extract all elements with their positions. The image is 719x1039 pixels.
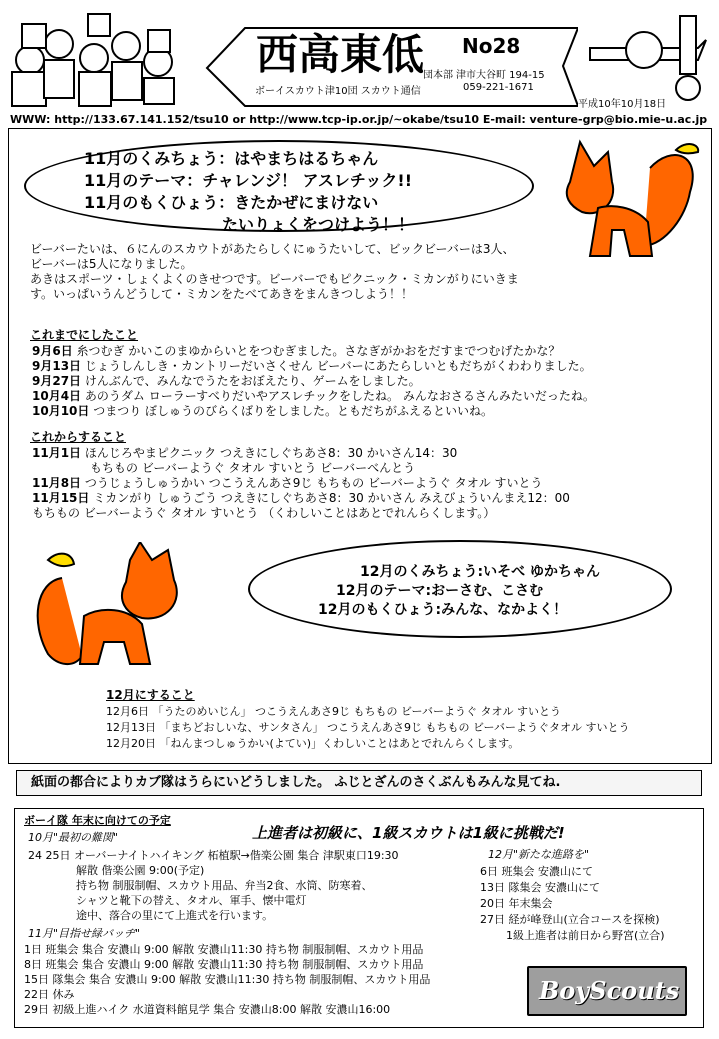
november-list <box>24 942 494 1017</box>
dec-boy-line-5: 1級上進者は前日から野宮(立合) <box>506 929 665 942</box>
issue-date: 平成10年10月18日 <box>578 99 667 110</box>
december-boy-list <box>480 864 700 944</box>
nov-goal-1: 11月のもくひょう：きたかぜにまけない <box>84 193 379 212</box>
nov-line-1: 1日 班集会 集合 安濃山 9:00 解散 安濃山11:30 持ち物 制服制帽、スカウト用品 <box>24 943 424 956</box>
web-contact: WWW: http://133.67.141.152/tsu10 or http://www.tcp-ip.or.jp/~okabe/tsu10 E-mail: venture-grp@bio.mie-u.ac.jp <box>10 113 708 126</box>
past-item-4: 10月4日 あのうダム ローラーすべりだいやアスレチックをしたね。 みんなおさるさんみたいだったね。 <box>32 389 595 403</box>
phone: 059-221-1671 <box>463 82 534 93</box>
subtitle: ボーイスカウト津10団 スカウト通信 <box>255 86 421 97</box>
intro-text <box>30 242 650 302</box>
airplane-illustration <box>586 6 716 104</box>
nov-line-4: 22日 休み <box>24 988 75 1001</box>
november-heading: 11月"目指せ緑バッヂ" <box>28 927 141 940</box>
intro-line-4: す。いっぱいうんどうして・ミカンをたべてあきをまんきつしよう！！ <box>30 287 414 301</box>
intro-line-1: ビーバーたいは、６にんのスカウトがあたらしくにゅうたいして、ビックビーバーは3人、 <box>30 242 515 256</box>
october-heading: 10月"最初の難関" <box>28 831 119 844</box>
org-address: 津市大谷町 194-15 <box>456 70 545 81</box>
org-label: 団本部 <box>423 70 453 81</box>
boyscouts-logo-text: BoyScouts <box>539 976 680 1005</box>
october-list <box>28 848 478 923</box>
future-line-3: 11月8日 つうじょうしゅうかい つこうえんあさ9じ もちもの ビーバーようぐ タオル すいとう <box>32 476 543 490</box>
nov-line-5: 29日 初級上進ハイク 水道資料館見学 集合 安濃山8:00 解散 安濃山16:00 <box>24 1003 391 1016</box>
december-line-1: 12月6日 「うたのめいじん」 つこうえんあさ9じ もちもの ビーバーようぐ タオル すいとう <box>106 705 561 718</box>
cloud-december-text <box>318 563 600 620</box>
issue-number: No28 <box>462 34 521 58</box>
future-line-4: 11月15日 ミカンがり しゅうごう つえきにしぐちあさ8：30 かいさん みえびょういんまえ12：00 <box>32 491 570 505</box>
dec-boy-line-2: 13日 隊集会 安濃山にて <box>480 881 600 894</box>
dec-leader: 12月のくみちょう:いそべ ゆかちゃん <box>360 564 600 580</box>
fox-bottom <box>18 542 218 678</box>
cloud-november-text <box>84 148 414 236</box>
nov-theme: 11月のテーマ：チャレンジ！ アスレチック!! <box>84 171 413 190</box>
nov-goal-2: たいりょくをつけよう！！ <box>222 215 415 234</box>
boy-slogan: 上進者は初級に、1級スカウトは1級に挑戦だ! <box>252 824 565 842</box>
december-boy-heading: 12月"新たな進路を" <box>488 848 590 861</box>
boyscouts-logo <box>527 966 687 1016</box>
future-line-2: もちもの ビーバーようぐ タオル すいとう ビーバーべんとう <box>90 461 416 475</box>
nov-line-3: 15日 隊集会 集合 安濃山 9:00 解散 安濃山11:30 持ち物 制服制帽、スカウト用品 <box>24 973 431 986</box>
oct-line-2: 解散 偕楽公園 9:00(予定) <box>76 864 205 877</box>
dec-goal: 12月のもくひょう:みんな、なかよく！ <box>318 602 568 618</box>
nov-leader: 11月のくみちょう：はやまちはるちゃん <box>84 149 379 168</box>
dec-boy-line-1: 6日 班集会 安濃山にて <box>480 865 593 878</box>
past-item-3: 9月27日 けんぶんで、みんなでうたをおぼえたり、ゲームをしました。 <box>32 374 421 388</box>
oct-line-5: 途中、落合の里にて上進式を行います。 <box>76 909 274 922</box>
oct-line-4: シャツと靴下の替え、タオル、軍手、懐中電灯 <box>76 894 307 907</box>
past-item-1: 9月6日 糸つむぎ かいこのまゆからいとをつむぎました。さなぎがかおをだすまでつむげたかな？ <box>32 344 561 358</box>
nov-line-2: 8日 班集会 集合 安濃山 9:00 解散 安濃山11:30 持ち物 制服制帽、スカウト用品 <box>24 958 424 971</box>
past-item-2: 9月13日 じょうしんしき・カントリーだいさくせん ビーバーにあたらしいともだちがくわわりました。 <box>32 359 592 373</box>
future-line-5: もちもの ビーバーようぐ タオル すいとう （くわしいことはあとでれんらくします。） <box>32 506 496 520</box>
notice-bar: 紙面の都合によりカブ隊はうらにいどうしました。 ふじとざんのさくぶんもみんな見てね. <box>16 770 702 796</box>
header-kids-illustration <box>4 6 180 110</box>
page-title: 西高東低 <box>256 30 425 79</box>
dec-theme: 12月のテーマ:おーさむ、こさむ <box>336 583 544 599</box>
boy-heading: ボーイ隊 年末に向けての予定 <box>24 814 171 827</box>
past-item-5: 10月10日 つまつり ぼしゅうのびらくばりをしました。ともだちがふえるといいね。 <box>32 404 494 418</box>
dec-boy-line-3: 20日 年末集会 <box>480 897 553 910</box>
december-line-3: 12月20日 「ねんまつしゅうかい(よてい)」くわしいことはあとでれんらくします。 <box>106 737 520 750</box>
future-list <box>32 446 692 521</box>
future-line-1: 11月1日 ほんじろやまピクニック つえきにしぐちあさ8：30 かいさん14：30 <box>32 446 458 460</box>
december-heading: 12月にすること <box>106 688 195 702</box>
december-list <box>106 704 706 752</box>
oct-line-1: 24 25日 オーバーナイトハイキング 柘植駅→偕楽公園 集合 津駅東口19:30 <box>28 849 399 862</box>
dec-boy-line-4: 27日 経が峰登山(立合コースを探検) <box>480 913 660 926</box>
december-line-2: 12月13日 「まちどおしいな、サンタさん」 つこうえんあさ9じ もちもの ビーバーようぐタオル すいとう <box>106 721 630 734</box>
past-heading: これまでにしたこと <box>30 328 139 342</box>
intro-line-3: あきはスポーツ・しょくよくのきせつです。ビーバーでもピクニック・ミカンがりにいきま <box>30 272 519 286</box>
oct-line-3: 持ち物 制服制帽、スカウト用品、弁当2食、水筒、防寒着、 <box>76 879 373 892</box>
intro-line-2: ビーバーは5人になりました。 <box>30 257 193 271</box>
future-heading: これからすること <box>30 430 127 444</box>
past-list <box>32 344 682 419</box>
